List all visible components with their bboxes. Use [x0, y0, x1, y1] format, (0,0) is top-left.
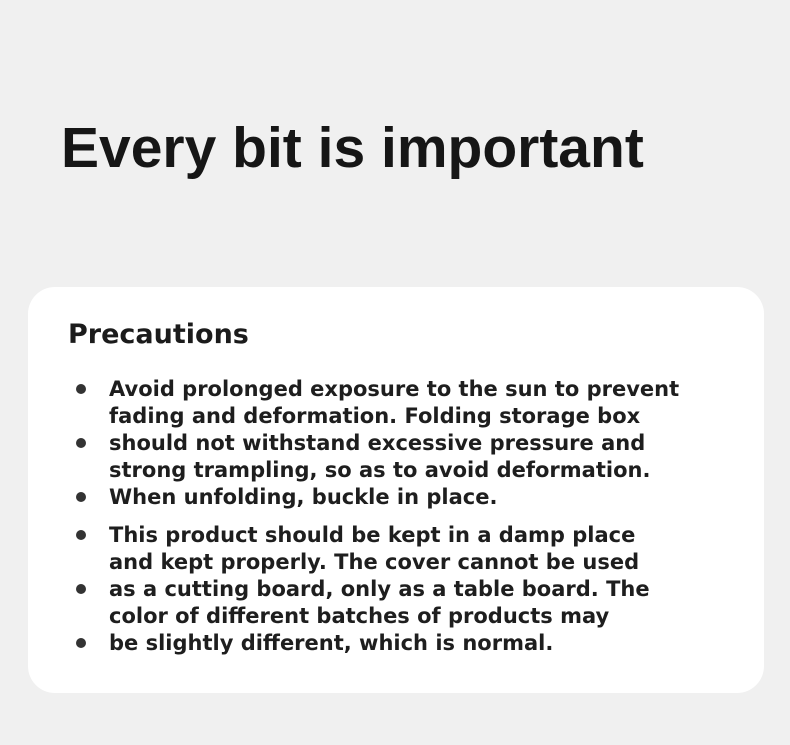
precaution-line-text: strong trampling, so as to avoid deformation.	[109, 458, 651, 482]
bullet-dot-icon	[76, 530, 86, 540]
precautions-card	[28, 287, 764, 693]
page-title: Every bit is important	[61, 116, 644, 180]
precautions-block-1	[76, 376, 679, 511]
bullet-dot-icon	[76, 384, 86, 394]
precaution-line-text: and kept properly. The cover cannot be used	[109, 550, 640, 574]
precautions-title: Precautions	[68, 319, 249, 350]
precautions-block-2	[76, 522, 650, 657]
precaution-line	[76, 603, 650, 630]
precaution-line-text: as a cutting board, only as a table board. The	[109, 577, 650, 601]
bullet-dot-icon	[76, 438, 86, 448]
precaution-line	[76, 430, 679, 457]
bullet-dot-icon	[76, 492, 86, 502]
precaution-line	[76, 376, 679, 403]
precaution-line-text: be slightly different, which is normal.	[109, 631, 554, 655]
precaution-line	[76, 457, 679, 484]
precaution-line	[76, 522, 650, 549]
bullet-dot-icon	[76, 638, 86, 648]
precaution-line-text: fading and deformation. Folding storage box	[109, 404, 641, 428]
precaution-line	[76, 576, 650, 603]
precaution-line-text: This product should be kept in a damp place	[109, 523, 636, 547]
precaution-line-text: should not withstand excessive pressure and	[109, 431, 646, 455]
precaution-line	[76, 630, 650, 657]
bullet-dot-icon	[76, 584, 86, 594]
precaution-line	[76, 484, 679, 511]
precaution-line-text: color of different batches of products may	[109, 604, 610, 628]
precaution-line-text: When unfolding, buckle in place.	[109, 485, 498, 509]
precaution-line-text: Avoid prolonged exposure to the sun to prevent	[109, 377, 680, 401]
precaution-line	[76, 403, 679, 430]
precaution-line	[76, 549, 650, 576]
